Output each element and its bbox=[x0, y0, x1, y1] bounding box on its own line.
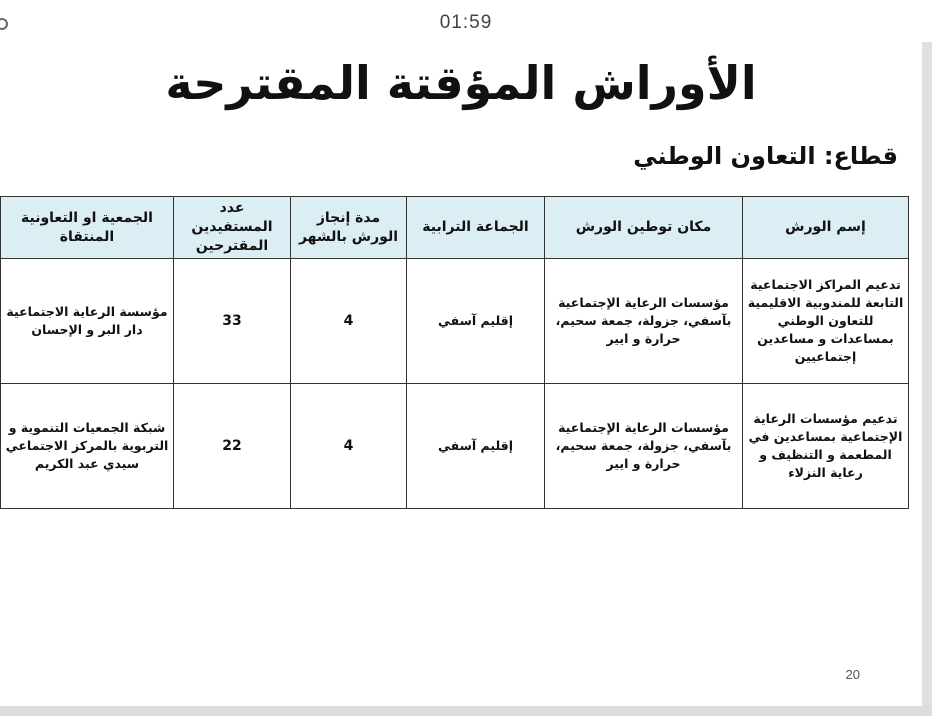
cell-duration: 4 bbox=[291, 259, 407, 384]
cell-beneficiaries: 33 bbox=[174, 259, 291, 384]
page-number: 20 bbox=[845, 667, 860, 682]
cell-workshop-name: تدعيم المراكز الاجتماعية التابعة للمندوبية الاقليمية للتعاون الوطني بمساعدات و مساعدين إجتماعيين bbox=[743, 259, 909, 384]
header-association: الجمعية او التعاونية المنتقاة bbox=[1, 197, 174, 259]
header-commune: الجماعة الترابية bbox=[407, 197, 545, 259]
cell-commune: إقليم آسفي bbox=[407, 384, 545, 509]
cell-workshop-name: تدعيم مؤسسات الرعاية الإجتماعية بمساعدين في المطعمة و التنظيف و رعاية النزلاء bbox=[743, 384, 909, 509]
slide bbox=[0, 42, 922, 706]
workshops-table bbox=[0, 196, 909, 509]
status-time: 01:59 bbox=[439, 12, 493, 33]
cell-association: مؤسسة الرعاية الاجتماعية دار البر و الإحسان bbox=[1, 259, 174, 384]
sector-heading: قطاع: التعاون الوطني bbox=[633, 142, 898, 170]
header-workshop-name: إسم الورش bbox=[743, 197, 909, 259]
table-row bbox=[1, 384, 909, 509]
viewer-right-edge bbox=[922, 42, 932, 716]
cell-location: مؤسسات الرعاية الإجتماعية بآسفي، جزولة، جمعة سحيم، حرارة و ايير bbox=[545, 259, 743, 384]
cell-association: شبكة الجمعيات التنموية و التربوية بالمركز الاجتماعي سيدي عبد الكريم bbox=[1, 384, 174, 509]
slide-title: الأوراش المؤقتة المقترحة bbox=[165, 56, 757, 110]
viewer-bottom-edge bbox=[0, 706, 932, 716]
header-location: مكان توطين الورش bbox=[545, 197, 743, 259]
header-beneficiaries: عدد المستفيدين المقترحين bbox=[174, 197, 291, 259]
header-duration: مدة إنجاز الورش بالشهر bbox=[291, 197, 407, 259]
cell-duration: 4 bbox=[291, 384, 407, 509]
table-row bbox=[1, 259, 909, 384]
cell-location: مؤسسات الرعاية الإجتماعية بآسفي، جزولة، جمعة سحيم، حرارة و ايير bbox=[545, 384, 743, 509]
cell-commune: إقليم آسفي bbox=[407, 259, 545, 384]
cell-beneficiaries: 22 bbox=[174, 384, 291, 509]
table-header-row bbox=[1, 197, 909, 259]
